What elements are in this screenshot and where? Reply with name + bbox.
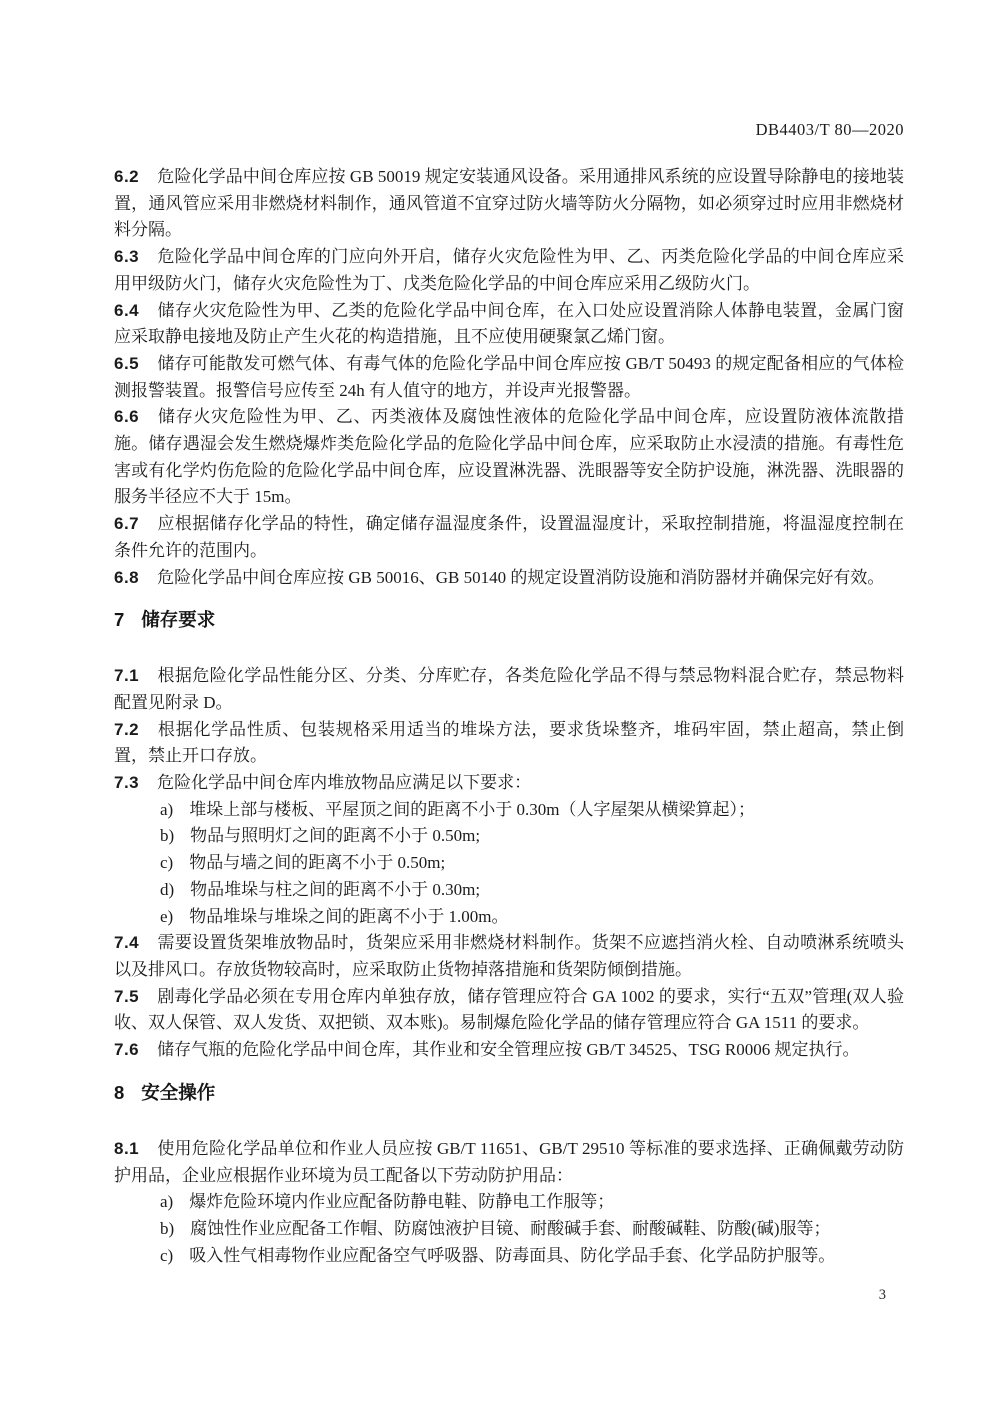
- list-item-text: 物品堆垛与柱之间的距离不小于 0.30m;: [190, 879, 481, 899]
- section-title: 安全操作: [141, 1081, 216, 1103]
- clause-number: 8.1: [114, 1138, 140, 1158]
- clause-8-1: [114, 1136, 904, 1189]
- clause-text: 应根据储存化学品的特性，确定储存温湿度条件，设置温湿度计，采取控制措施，将温湿度控制在条件允许的范围内。: [114, 514, 904, 560]
- clause-7-2: [114, 717, 904, 770]
- doc-code-header: DB4403/T 80—2020: [755, 120, 904, 139]
- clause-7-5: [114, 984, 904, 1037]
- clause-6-4: [114, 298, 904, 351]
- clause-text: 储存气瓶的危险化学品中间仓库，其作业和安全管理应按 GB/T 34525、TSG R0006 规定执行。: [157, 1040, 860, 1060]
- clause-6-2: [114, 164, 904, 244]
- list-item-7-3-c: [114, 850, 904, 877]
- clause-number: 6.3: [114, 247, 140, 267]
- clause-number: 6.2: [114, 167, 140, 186]
- clause-text: 储存可能散发可燃气体、有毒气体的危险化学品中间仓库应按 GB/T 50493 的规定配备相应的气体检测报警装置。报警信号应传至 24h 有人值守的地方，并设声光报警器。: [114, 353, 904, 400]
- clause-number: 7.4: [114, 933, 140, 953]
- clause-text: 危险化学品中间仓库应按 GB 50016、GB 50140 的规定设置消防设施和消防器材并确保完好有效。: [157, 567, 885, 587]
- clause-text: 使用危险化学品单位和作业人员应按 GB/T 11651、GB/T 29510 等标准的要求选择、正确佩戴劳动防护用品，企业应根据作业环境为员工配备以下劳动防护用品：: [114, 1138, 904, 1185]
- list-item-text: 腐蚀性作业应配备工作帽、防腐蚀液护目镜、耐酸碱手套、耐酸碱鞋、防酸(碱)服等；: [190, 1218, 831, 1238]
- clause-7-4: [114, 930, 904, 983]
- clause-text: 储存火灾危险性为甲、乙类的危险化学品中间仓库，在入口处应设置消除人体静电装置，金属门窗应采取静电接地及防止产生火花的构造措施，且不应使用硬聚氯乙烯门窗。: [114, 300, 904, 347]
- list-item-label: a): [160, 799, 174, 819]
- clause-number: 7.1: [114, 666, 140, 686]
- clause-6-6: [114, 404, 904, 511]
- list-item-label: e): [160, 906, 174, 926]
- clause-number: 7.2: [114, 719, 140, 739]
- document-body: [114, 164, 904, 1269]
- clause-text: 危险化学品中间仓库应按 GB 50019 规定安装通风设备。采用通排风系统的应设置导除静电的接地装置，通风管应采用非燃烧材料制作，通风管道不宜穿过防火墙等防火分隔物，如必须穿过时应用非燃烧材料分隔。: [114, 167, 904, 240]
- list-item-text: 物品与照明灯之间的距离不小于 0.50m;: [190, 826, 481, 846]
- clause-text: 储存火灾危险性为甲、乙、丙类液体及腐蚀性液体的危险化学品中间仓库，应设置防液体流散措施。储存遇湿会发生燃烧爆炸类危险化学品的危险化学品中间仓库，应采取防止水浸渍的措施。有毒性危害或有化学灼伤危险的危险化学品中间仓库，应设置淋洗器、洗眼器等安全防护设施，淋洗器、洗眼器的服务半径应不大于 15m。: [114, 407, 904, 507]
- clause-number: 7.3: [114, 773, 140, 793]
- list-item-7-3-b: [114, 823, 904, 850]
- list-item-label: c): [160, 1245, 174, 1265]
- clause-7-6: [114, 1037, 904, 1064]
- list-item-text: 吸入性气相毒物作业应配备空气呼吸器、防毒面具、防化学品手套、化学品防护服等。: [189, 1245, 836, 1265]
- section-number: 7: [114, 609, 125, 631]
- list-item-text: 物品堆垛与堆垛之间的距离不小于 1.00m。: [189, 906, 509, 926]
- list-item-7-3-e: [114, 904, 904, 931]
- clause-6-7: [114, 511, 904, 564]
- section-number: 8: [114, 1081, 125, 1103]
- list-item-label: c): [160, 853, 174, 873]
- section-heading-8: [114, 1080, 904, 1105]
- clause-text: 需要设置货架堆放物品时，货架应采用非燃烧材料制作。货架不应遮挡消火栓、自动喷淋系统喷头以及排风口。存放货物较高时，应采取防止货物掉落措施和货架防倾倒措施。: [114, 933, 904, 979]
- list-item-label: b): [160, 1218, 175, 1238]
- section-heading-7: [114, 607, 904, 632]
- clause-7-3: [114, 770, 904, 797]
- clause-7-1: [114, 663, 904, 716]
- clause-number: 7.6: [114, 1040, 140, 1060]
- clause-number: 7.5: [114, 986, 140, 1006]
- clause-number: 6.5: [114, 353, 140, 373]
- clause-text: 根据危险化学品性能分区、分类、分库贮存，各类危险化学品不得与禁忌物料混合贮存，禁忌物料配置见附录 D。: [114, 666, 904, 712]
- clause-number: 6.7: [114, 514, 140, 534]
- clause-text: 剧毒化学品必须在专用仓库内单独存放，储存管理应符合 GA 1002 的要求，实行“五双”管理(双人验收、双人保管、双人发货、双把锁、双本账)。易制爆危险化学品的储存管理应符合 GA 1511 的要求。: [114, 986, 904, 1033]
- section-title: 储存要求: [141, 609, 216, 631]
- list-item-7-3-a: [114, 797, 904, 824]
- clause-6-8: [114, 565, 904, 592]
- list-item-8-1-c: [114, 1243, 904, 1270]
- clause-6-3: [114, 244, 904, 297]
- list-item-text: 堆垛上部与楼板、平屋顶之间的距离不小于 0.30m（人字屋架从横梁算起）；: [189, 799, 755, 819]
- list-item-8-1-a: [114, 1189, 904, 1216]
- clause-6-5: [114, 351, 904, 404]
- page-number: 3: [878, 1287, 886, 1303]
- list-item-text: 物品与墙之间的距离不小于 0.50m;: [189, 853, 446, 873]
- clause-number: 6.4: [114, 300, 140, 320]
- list-item-7-3-d: [114, 877, 904, 904]
- list-item-8-1-b: [114, 1216, 904, 1243]
- clause-text: 危险化学品中间仓库的门应向外开启，储存火灾危险性为甲、乙、丙类危险化学品的中间仓库应采用甲级防火门，储存火灾危险性为丁、戊类危险化学品的中间仓库应采用乙级防火门。: [114, 247, 904, 293]
- clause-text: 根据化学品性质、包装规格采用适当的堆垛方法，要求货垛整齐，堆码牢固，禁止超高，禁止倒置，禁止开口存放。: [114, 719, 904, 766]
- clause-number: 6.6: [114, 407, 140, 427]
- list-item-text: 爆炸危险环境内作业应配备防静电鞋、防静电工作服等；: [189, 1192, 615, 1212]
- clause-number: 6.8: [114, 567, 140, 587]
- list-item-label: b): [160, 826, 175, 846]
- list-item-label: a): [160, 1192, 174, 1212]
- list-item-label: d): [160, 879, 175, 899]
- clause-text: 危险化学品中间仓库内堆放物品应满足以下要求：: [157, 773, 532, 793]
